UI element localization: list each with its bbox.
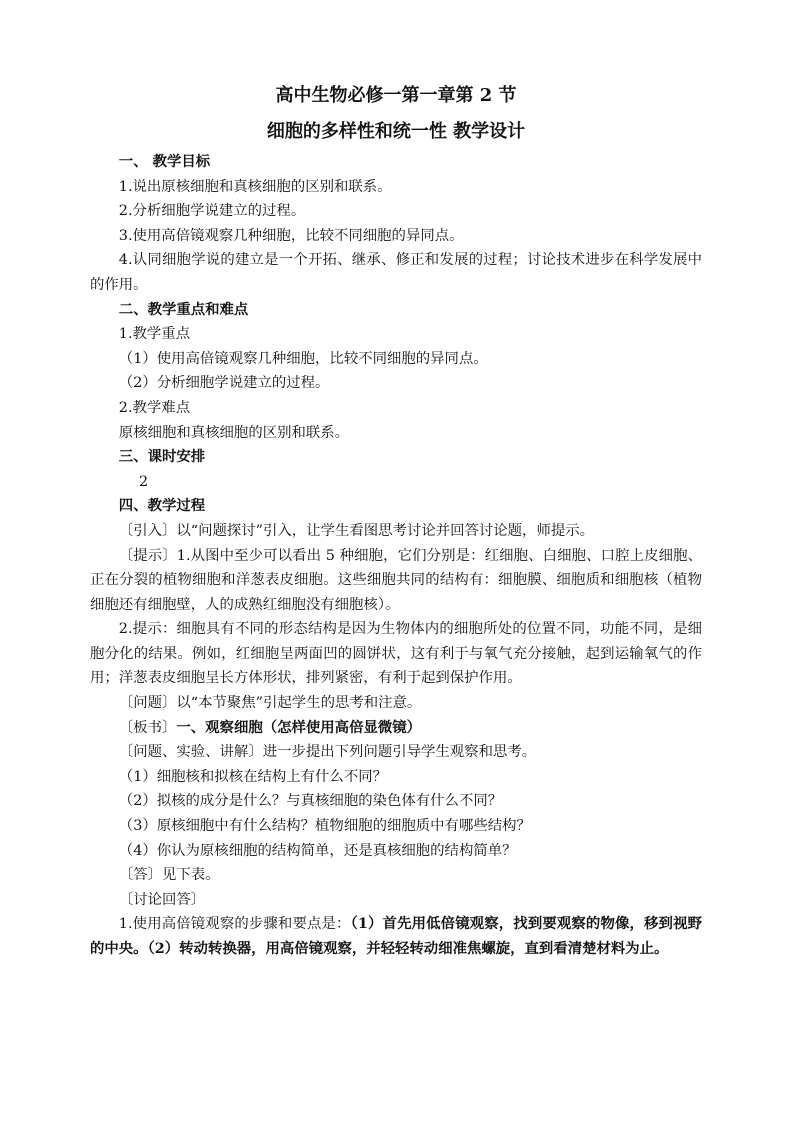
difficulty-text: 原核细胞和真核细胞的区别和联系。	[118, 424, 350, 441]
objective-item: 3.使用高倍镜观察几种细胞，比较不同细胞的异同点。	[118, 227, 464, 244]
final-paragraph	[90, 912, 702, 961]
question-item: （1）细胞核和拟核在结构上有什么不同？	[118, 768, 387, 785]
final-bold-text: （1）首先用低倍镜观察，找到要观察的物像，移到视野的中央。（2）转动转换器，用高倍镜观察，并轻轻转动细准焦螺旋，直到看清楚材料为止。	[90, 915, 702, 957]
section-heading-key-points: 二、教学重点和难点	[118, 300, 249, 318]
section-heading-schedule: 三、课时安排	[118, 448, 206, 466]
document-page	[90, 80, 702, 962]
board-prefix: 〔板书〕	[118, 719, 177, 736]
hint-paragraph: 〔提示〕1.从图中至少可以看出 5 种细胞，它们分别是：红细胞、白细胞、口腔上皮细胞、正在分裂的植物细胞和洋葱表皮细胞。这些细胞共同的结构有：细胞膜、细胞质和细胞核（植物细胞还有细胞壁，人的成熟红细胞没有细胞核）。	[90, 547, 702, 613]
discussion-line: 〔讨论回答〕	[118, 891, 206, 908]
objective-item: 4.认同细胞学说的建立是一个开拓、继承、修正和发展的过程；讨论技术进步在科学发展中的作用。	[90, 252, 702, 293]
hint-paragraph-2: 2.提示：细胞具有不同的形态结构是因为生物体内的细胞所处的位置不同，功能不同，是细胞分化的结果。例如，红细胞呈两面凹的圆饼状，这有利于与氧气充分接触，起到运输氧气的作用；洋葱表皮细胞呈长方体形状，排列紧密，有利于起到保护作用。	[90, 621, 702, 687]
intro-paragraph: 〔引入〕以“问题探讨”引入，让学生看图思考讨论并回答讨论题，师提示。	[118, 522, 595, 539]
key-points-subheading: 1.教学重点	[118, 326, 191, 343]
objective-item: 1.说出原核细胞和真核细胞的区别和联系。	[118, 178, 392, 195]
explain-paragraph: 〔问题、实验、讲解〕进一步提出下列问题引导学生观察和思考。	[118, 744, 537, 761]
question-paragraph: 〔问题〕以“本节聚焦”引起学生的思考和注意。	[118, 695, 422, 712]
key-point-item: （2）分析细胞学说建立的过程。	[118, 375, 330, 392]
objective-item: 2.分析细胞学说建立的过程。	[118, 203, 306, 220]
answer-line: 〔答〕见下表。	[118, 867, 220, 884]
key-point-item: （1）使用高倍镜观察几种细胞，比较不同细胞的异同点。	[118, 350, 488, 367]
board-line	[90, 716, 702, 741]
question-item: （3）原核细胞中有什么结构？植物细胞的细胞质中有哪些结构？	[118, 818, 531, 835]
section-heading-objectives: 一、 教学目标	[118, 153, 211, 170]
section-heading-process: 四、教学过程	[118, 497, 206, 515]
question-item: （2）拟核的成分是什么？与真核细胞的染色体有什么不同？	[118, 793, 503, 810]
difficulty-subheading: 2.教学难点	[118, 399, 191, 416]
document-title: 高中生物必修一第一章第 2 节	[275, 85, 517, 106]
schedule-value: 2	[138, 473, 149, 490]
question-item: （4）你认为原核细胞的结构简单，还是真核细胞的结构简单？	[118, 842, 517, 859]
final-prefix: 1.使用高倍镜观察的步骤和要点是：	[118, 916, 351, 933]
document-subtitle: 细胞的多样性和统一性 教学设计	[266, 121, 526, 142]
board-text: 一、观察细胞（怎样使用高倍显微镜）	[176, 718, 422, 736]
